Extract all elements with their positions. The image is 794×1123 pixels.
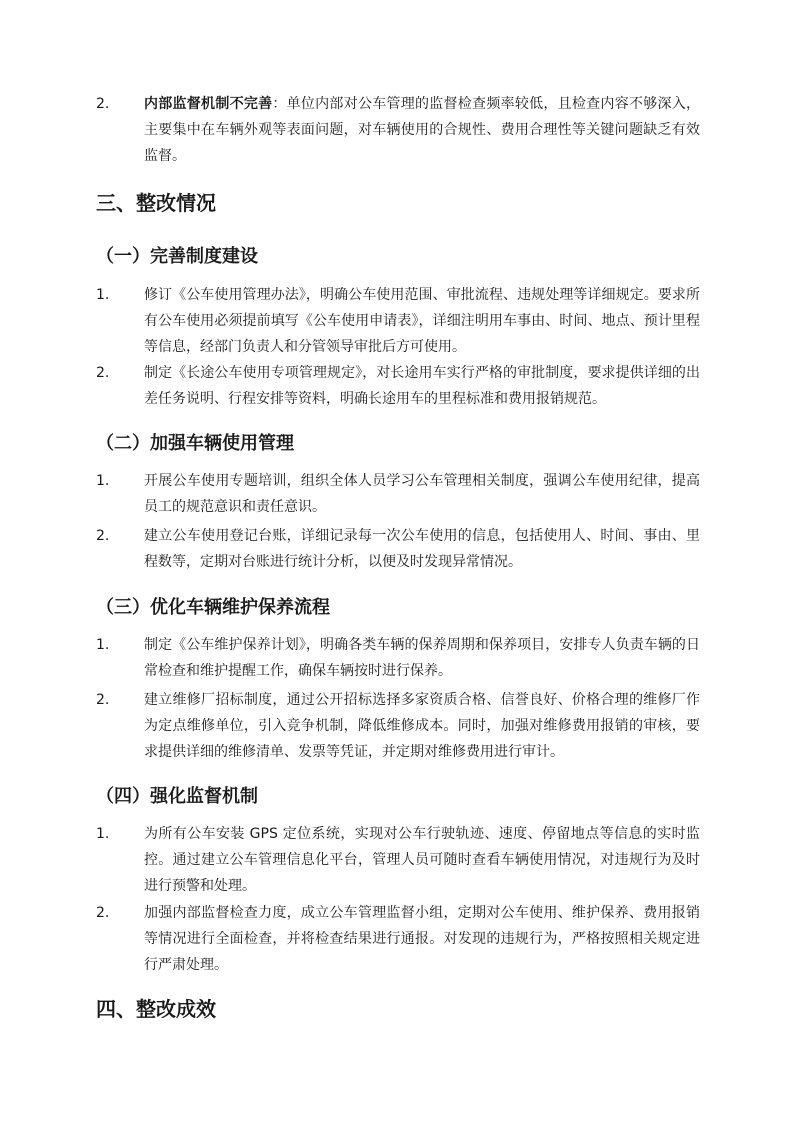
- subsection-heading: （二）加强车辆使用管理: [96, 433, 294, 454]
- list-number: 1.: [96, 473, 110, 489]
- list-number: 1.: [96, 637, 110, 653]
- section-heading: 四、整改成效: [96, 997, 216, 1021]
- list-text: 加强内部监督检查力度，成立公车管理监督小组，定期对公车使用、维护保养、费用报销等情况进行全面检查，并将检查结果进行通报。对发现的违规行为，严格按照相关规定进行严肃处理。: [144, 905, 700, 973]
- list-text-body: ：单位内部对公车管理的监督检查频率较低，且检查内容不够深入，主要集中在车辆外观等表面问题，对车辆使用的合规性、费用合理性等关键问题缺乏有效监督。: [144, 96, 701, 164]
- list-item: [96, 687, 706, 765]
- list-text: 开展公车使用专题培训，组织全体人员学习公车管理相关制度，强调公车使用纪律，提高员工的规范意识和责任意识。: [144, 473, 700, 515]
- list-item: [96, 91, 706, 169]
- list-number: 2.: [96, 692, 110, 708]
- subsection-heading: （一）完善制度建设: [96, 246, 258, 267]
- bold-lead: 内部监督机制不完善: [144, 96, 273, 112]
- list-item: [96, 821, 706, 899]
- list-text: 制定《长途公车使用专项管理规定》，对长途用车实行严格的审批制度，要求提供详细的出差任务说明、行程安排等资料，明确长途用车的里程标准和费用报销规范。: [144, 365, 700, 407]
- list-item: [96, 282, 706, 360]
- list-item: [96, 523, 706, 575]
- subsection-heading: （三）优化车辆维护保养流程: [96, 597, 330, 618]
- list-item: [96, 468, 706, 520]
- list-number: 2.: [96, 528, 110, 544]
- list-number: 1.: [96, 287, 110, 303]
- list-number: 1.: [96, 826, 110, 842]
- list-number: 2.: [96, 365, 110, 381]
- list-item: [96, 360, 706, 412]
- list-text: 制定《公车维护保养计划》，明确各类车辆的保养周期和保养项目，安排专人负责车辆的日常检查和维护提醒工作，确保车辆按时进行保养。: [144, 637, 700, 679]
- section-heading: 三、整改情况: [96, 191, 216, 215]
- list-number: 2.: [96, 96, 110, 112]
- list-item: [96, 900, 706, 978]
- list-text: 为所有公车安装 GPS 定位系统，实现对公车行驶轨迹、速度、停留地点等信息的实时监控。通过建立公车管理信息化平台，管理人员可随时查看车辆使用情况，对违规行为及时进行预警和处理。: [144, 826, 700, 894]
- list-text: 建立维修厂招标制度，通过公开招标选择多家资质合格、信誉良好、价格合理的维修厂作为定点维修单位，引入竞争机制，降低维修成本。同时，加强对维修费用报销的审核，要求提供详细的维修清单、发票等凭证，并定期对维修费用进行审计。: [144, 692, 700, 760]
- list-item: [96, 632, 706, 684]
- subsection-heading: （四）强化监督机制: [96, 786, 258, 807]
- list-number: 2.: [96, 905, 110, 921]
- list-text: 修订《公车使用管理办法》，明确公车使用范围、审批流程、违规处理等详细规定。要求所有公车使用必须提前填写《公车使用申请表》，详细注明用车事由、时间、地点、预计里程等信息，经部门负责人和分管领导审批后方可使用。: [144, 287, 700, 355]
- list-text: [144, 91, 700, 169]
- list-text: 建立公车使用登记台账，详细记录每一次公车使用的信息，包括使用人、时间、事由、里程数等，定期对台账进行统计分析，以便及时发现异常情况。: [144, 528, 700, 570]
